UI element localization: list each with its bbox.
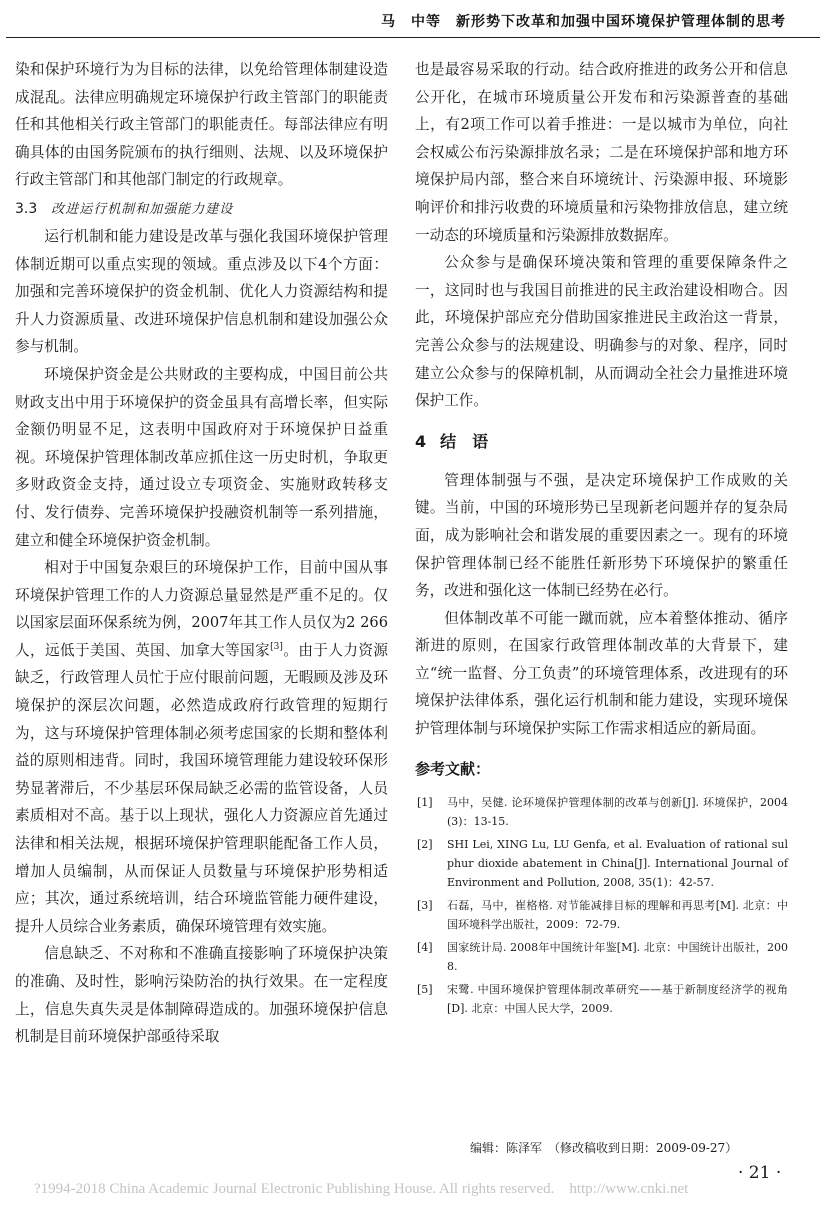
reference-item — [415, 835, 788, 892]
right-paragraph-1: 也是最容易采取的行动。结合政府推进的政务公开和信息公开化，在城市环境质量公开发布和污染源普查的基础上，有2项工作可以着手推进：一是以城市为单位，向社会权威公布污染源排放名录；二是在环境保护部和地方环境保护局内部，整合来自环境统计、污染源申报、环境影响评价和排污收费的环境质量和污染物排放信息，建立统一动态的环境质量和污染源排放数据库。 — [415, 61, 788, 244]
reference-item — [415, 793, 788, 831]
reference-number: [5] — [417, 982, 433, 996]
section-heading-4 — [415, 429, 788, 455]
section-number: 4 — [415, 431, 427, 451]
left-paragraph-4-part-b: 。由于人力资源缺乏，行政管理人员忙于应付眼前问题，无暇顾及涉及环境保护的深层次问题，必然造成政府行政管理的短期行为，这与环境保护管理体制必须考虑国家的长期和整体利益的原则相违背。同时，我国环境管理能力建设较环保形势显著滞后，不少基层环保局缺乏必需的监管设备，人员素质相对不高。基于以上现状，强化人力资源应首先通过法律和相关法规，根据环境保护管理职能配备工作人员，增加人员编制，从而保证人员数量与环境保护形势相适应；其次，通过系统培训，结合环境监管能力硬件建设，提升人员综合业务素质，确保环境管理有效实施。 — [15, 641, 388, 935]
page-number: · 21 · — [738, 1163, 782, 1183]
header-rule — [6, 37, 820, 38]
reference-text: 马中，吴健. 论环境保护管理体制的改革与创新[J]. 环境保护，2004(3)：13-15. — [447, 795, 788, 828]
citation-marker: [3] — [270, 642, 283, 653]
right-paragraph-2: 公众参与是确保环境决策和管理的重要保障条件之一，这同时也与我国目前推进的民主政治建设相吻合。因此，环境保护部应充分借助国家推进民主政治这一背景，完善公众参与的法规建设、明确参与的对象、程序，同时建立公众参与的保障机制，从而调动全社会力量推进环境保护工作。 — [415, 254, 788, 410]
editor-note: 编辑：陈泽军 （修改稿收到日期：2009-09-27） — [470, 1141, 738, 1155]
section-title: 结 语 — [440, 431, 489, 451]
running-header-title: 马 中等 新形势下改革和加强中国环境保护管理体制的思考 — [381, 14, 786, 30]
running-header — [0, 0, 826, 40]
right-paragraph-3: 管理体制强与不强，是决定环境保护工作成败的关键。当前，中国的环境形势已呈现新老问题并存的复杂局面，成为影响社会和谐发展的重要因素之一。现有的环境保护管理体制已经不能胜任新形势下环境保护的繁重任务，改进和强化这一体制已经势在必行。 — [415, 471, 788, 600]
reference-item — [415, 938, 788, 976]
reference-text: SHI Lei, XING Lu, LU Genfa, et al. Evaluation of rational sulphur dioxide abatement in China[J]. International Journal of Environment and Pollution, 2008, 35(1)：42-57. — [447, 837, 788, 889]
left-paragraph-5: 信息缺乏、不对称和不准确直接影响了环境保护决策的准确、及时性，影响污染防治的执行效果。在一定程度上，信息失真失灵是体制障碍造成的。加强环境保护信息机制是目前环境保护部亟待采取 — [15, 945, 388, 1046]
left-column — [15, 56, 388, 1051]
left-paragraph-4-part-a: 相对于中国复杂艰巨的环境保护工作，目前中国从事环境保护管理工作的人力资源总量显然是严重不足的。仅以国家层面环保系统为例，2007年其工作人员仅为2 266人，远低于美国、英国、加拿大等国家 — [15, 559, 388, 659]
reference-number: [3] — [417, 898, 433, 912]
references-heading: 参考文献： — [415, 759, 491, 778]
reference-list — [415, 793, 788, 1018]
left-paragraph-4 — [15, 554, 388, 940]
left-paragraph-2: 运行机制和能力建设是改革与强化我国环境保护管理体制近期可以重点实现的领域。重点涉及以下4个方面：加强和完善环境保护的资金机制、优化人力资源结构和提升人力资源质量、改进环境保护信息机制和建设加强公众参与机制。 — [15, 227, 388, 356]
reference-number: [2] — [417, 837, 433, 851]
subsection-heading-3-3 — [15, 196, 388, 223]
copyright-footer: ?1994-2018 China Academic Journal Electronic Publishing House. All rights reserved. http://www.cnki.net — [34, 1181, 689, 1197]
reference-item — [415, 980, 788, 1018]
left-paragraph-1: 染和保护环境行为为目标的法律，以免给管理体制建设造成混乱。法律应明确规定环境保护行政主管部门的职能责任和其他相关行政主管部门的职能责任。每部法律应有明确具体的由国务院颁布的执行细则、法规、以及环境保护行政主管部门和其他部门制定的行政规章。 — [15, 61, 388, 189]
reference-text: 宋鹭. 中国环境保护管理体制改革研究——基于新制度经济学的视角[D]. 北京：中国人民大学，2009. — [447, 982, 788, 1015]
left-paragraph-3: 环境保护资金是公共财政的主要构成，中国目前公共财政支出中用于环境保护的资金虽具有高增长率，但实际金额仍明显不足，这表明中国政府对于环境保护日益重视。环境保护管理体制改革应抓住这一历史时机，争取更多财政资金支持，通过设立专项资金、实施财政转移支付、发行债券、完善环境保护投融资机制等一系列措施，建立和健全环境保护资金机制。 — [15, 365, 388, 549]
reference-number: [1] — [417, 795, 433, 809]
reference-text: 国家统计局. 2008年中国统计年鉴[M]. 北京：中国统计出版社，2008. — [447, 940, 788, 973]
right-paragraph-4: 但体制改革不可能一蹴而就，应本着整体推动、循序渐进的原则，在国家行政管理体制改革的大背景下，建立“统一监督、分工负责”的环境管理体系，改进现有的环境保护法律体系，强化运行机制和能力建设，实现环境保护管理体制与环境保护实际工作需求相适应的新局面。 — [415, 609, 788, 738]
subsection-title: 改进运行机制和加强能力建设 — [51, 201, 234, 217]
subsection-number: 3.3 — [15, 200, 38, 217]
reference-item — [415, 896, 788, 934]
reference-number: [4] — [417, 940, 433, 954]
right-column — [415, 56, 788, 1022]
reference-text: 石磊，马中，崔格格. 对节能减排目标的理解和再思考[M]. 北京：中国环境科学出版社，2009：72-79. — [447, 898, 788, 931]
